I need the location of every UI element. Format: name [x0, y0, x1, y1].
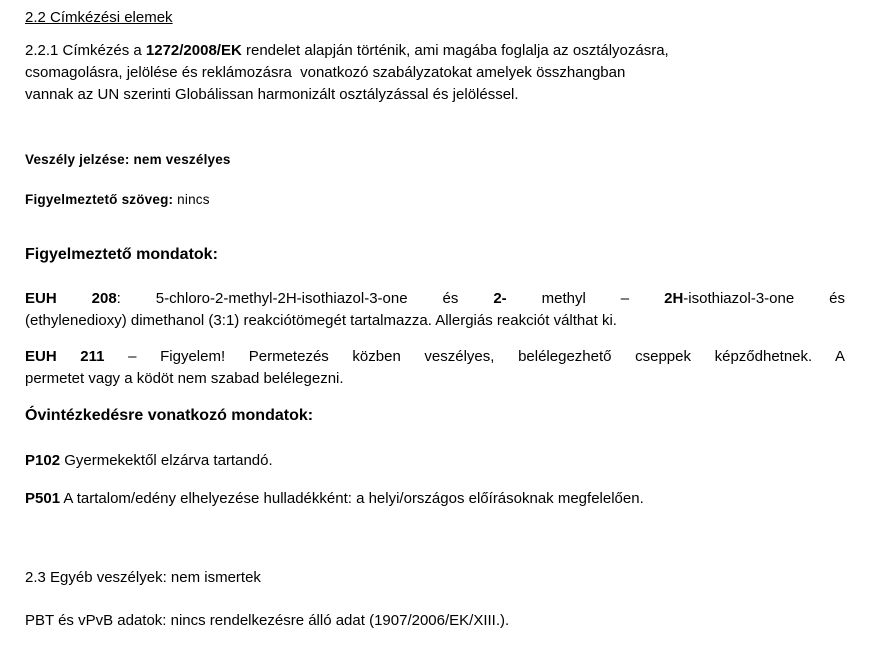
- signal-word-label: Figyelmeztető szöveg:: [25, 192, 174, 207]
- euh-208-line2: (ethylenedioxy) dimethanol (3:1) reakciótömegét tartalmazza. Allergiás reakciót válthat ki.: [25, 312, 617, 329]
- paragraph-2-2-1: [25, 40, 845, 106]
- euh-208-text-bold: 2-: [493, 290, 507, 307]
- signal-word-value: nincs: [173, 192, 210, 207]
- euh-208-code: EUH 208: [25, 290, 117, 307]
- section-2-3-line: 2.3 Egyéb veszélyek: nem ismertek: [25, 569, 261, 586]
- p501-text: A tartalom/edény elhelyezése hulladékként: a helyi/országos előírásoknak megfelelően.: [60, 490, 644, 507]
- euh-208-text: : 5-chloro-2-methyl-2H-isothiazol-3-one és: [116, 290, 494, 307]
- precautionary-statements-heading: Óvintézkedésre vonatkozó mondatok:: [25, 407, 314, 424]
- paragraph-2-2-1-line1: [25, 40, 845, 62]
- warning-statements-heading: Figyelmeztető mondatok:: [25, 246, 218, 263]
- p102-statement: [25, 452, 845, 470]
- euh-211-text: – Figyelem! Permetezés közben veszélyes, belélegezhető cseppek képződhetnek. A: [104, 348, 845, 365]
- euh-208-text: methyl –: [506, 290, 665, 307]
- paragraph-2-2-1-line2: csomagolásra, jelölése és reklámozásra vonatkozó szabályzatokat amelyek összhangban: [25, 64, 626, 81]
- euh-208-line1: [25, 288, 845, 310]
- signal-word-line: [25, 191, 845, 208]
- hazard-indication-line: Veszély jelzése: nem veszélyes: [25, 152, 231, 167]
- euh-211-statement: [25, 346, 845, 390]
- euh-208-text: -isothiazol-3-one és: [683, 290, 845, 307]
- regulation-reference: 1272/2008/EK: [145, 42, 242, 59]
- euh-211-line1: [25, 346, 845, 368]
- paragraph-2-2-1-text: 2.2.1 Címkézés a: [25, 42, 146, 59]
- p501-code: P501: [25, 490, 61, 507]
- p501-statement: [25, 490, 845, 508]
- euh-208-statement: [25, 288, 845, 332]
- pbt-vpvb-line: PBT és vPvB adatok: nincs rendelkezésre álló adat (1907/2006/EK/XIII.).: [25, 612, 510, 629]
- euh-211-code: EUH 211: [25, 348, 105, 365]
- p102-text: Gyermekektől elzárva tartandó.: [60, 452, 273, 469]
- section-2-2-heading: 2.2 Címkézési elemek: [25, 9, 173, 26]
- paragraph-2-2-1-line3: vannak az UN szerinti Globálissan harmonizált osztályzással és jelöléssel.: [25, 86, 519, 103]
- euh-211-line2: permetet vagy a ködöt nem szabad belélegezni.: [25, 370, 344, 387]
- p102-code: P102: [25, 452, 61, 469]
- euh-208-text-bold: 2H: [664, 290, 684, 307]
- paragraph-2-2-1-text: rendelet alapján történik, ami magába foglalja az osztályozásra,: [241, 42, 669, 59]
